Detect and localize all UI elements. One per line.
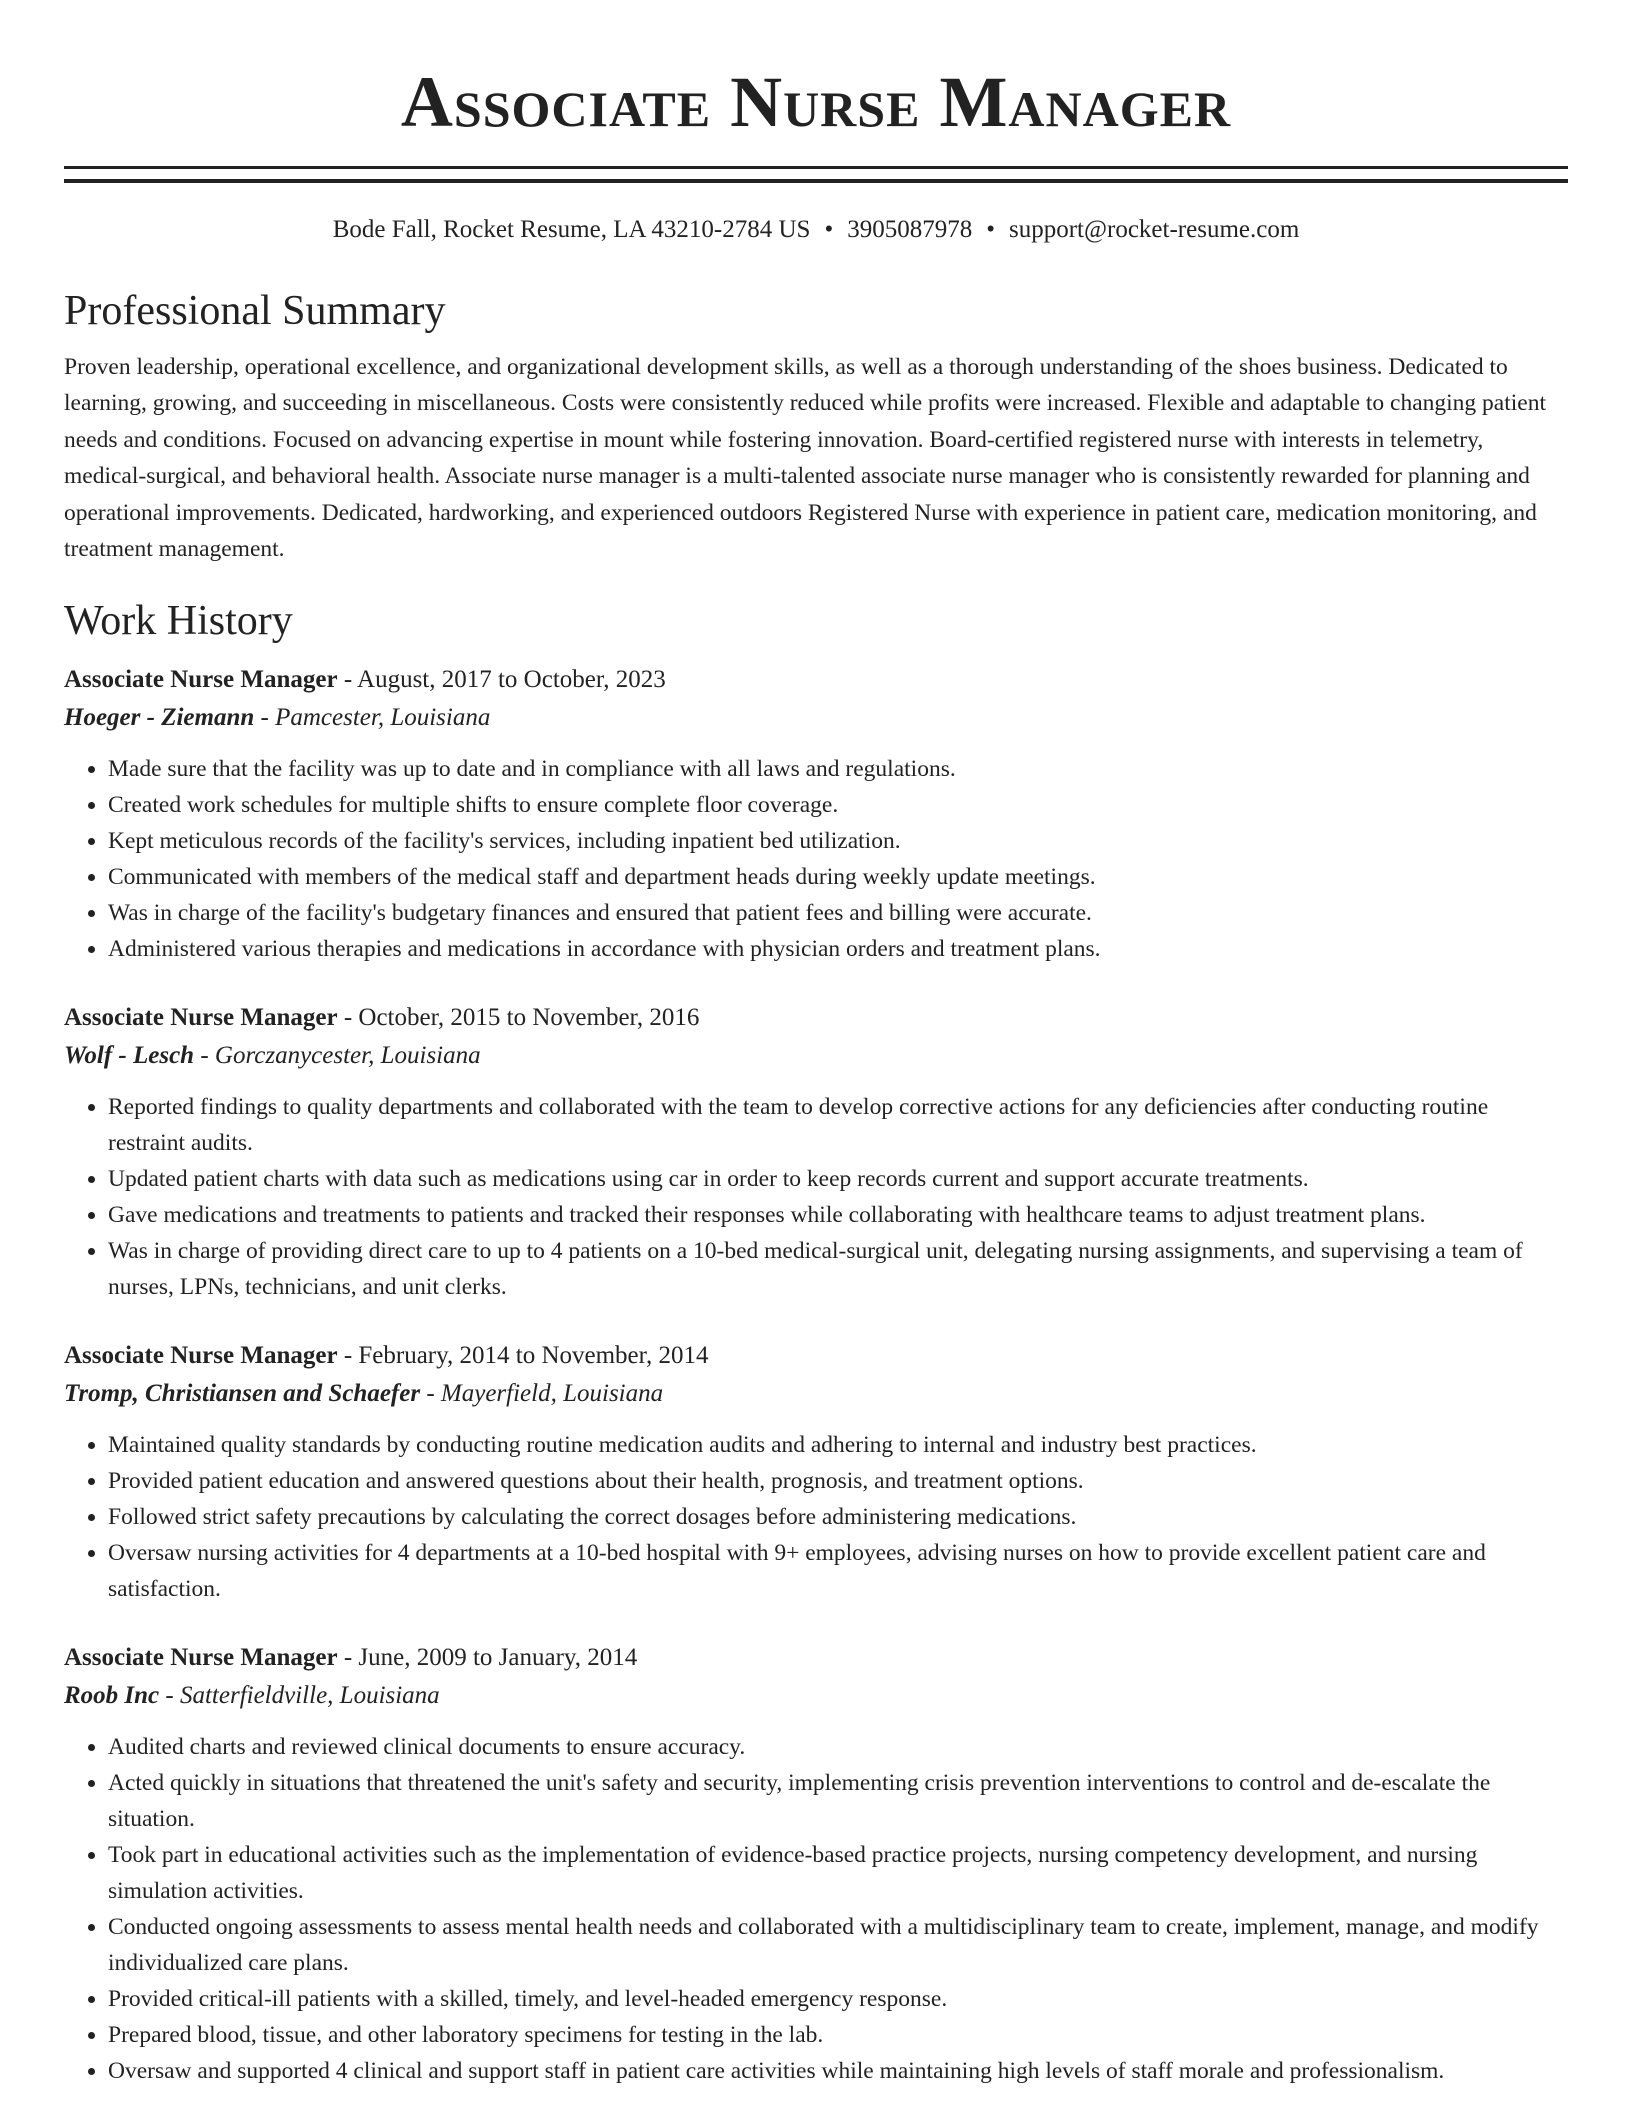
resume-name: Associate Nurse Manager — [400, 62, 1232, 142]
company-location: - Gorczanycester, Louisiana — [194, 1042, 481, 1070]
contact-email: support@rocket-resume.com — [1008, 216, 1300, 243]
job-title-line — [64, 661, 1568, 699]
job-duty-item: • Updated patient charts with data such as medications using car in order to keep records current and support accurate treatments. — [108, 1161, 1568, 1197]
company-name: Roob Inc — [64, 1682, 160, 1710]
job-duty-item: • Administered various therapies and medications in accordance with physician orders and treatment plans. — [108, 931, 1568, 967]
company-location: - Mayerfield, Louisiana — [420, 1380, 664, 1408]
job-duty-item: • Took part in educational activities such as the implementation of evidence-based practice projects, nursing competency development, and nursing simulation activities. — [108, 1837, 1568, 1909]
job-duties-list — [64, 751, 1568, 967]
job-duties-list — [64, 1089, 1568, 1305]
job-duty-item: • Made sure that the facility was up to date and in compliance with all laws and regulations. — [108, 751, 1568, 787]
job-title: Associate Nurse Manager — [64, 1644, 338, 1672]
job-title: Associate Nurse Manager — [64, 666, 338, 694]
job-duty-item: • Was in charge of the facility's budgetary finances and ensured that patient fees and billing were accurate. — [108, 895, 1568, 931]
job-dates: - October, 2015 to November, 2016 — [337, 1004, 700, 1032]
job-duty-item: • Reported findings to quality departments and collaborated with the team to develop corrective actions for any deficiencies after conducting routine restraint audits. — [108, 1089, 1568, 1161]
work-history-list — [64, 661, 1568, 2089]
contact-line — [64, 213, 1568, 247]
job-duty-item: • Oversaw and supported 4 clinical and support staff in patient care activities while maintaining high levels of staff morale and professionalism. — [108, 2053, 1568, 2089]
job-duties-list — [64, 1427, 1568, 1607]
job-duty-item: • Acted quickly in situations that threatened the unit's safety and security, implementing crisis prevention interventions to control and de-escalate the situation. — [108, 1765, 1568, 1837]
job-duty-item: • Audited charts and reviewed clinical documents to ensure accuracy. — [108, 1729, 1568, 1765]
job-title-line — [64, 999, 1568, 1037]
header-double-rule — [64, 166, 1568, 183]
job-entry — [64, 661, 1568, 967]
job-duty-item: • Kept meticulous records of the facility's services, including inpatient bed utilization. — [108, 823, 1568, 859]
job-duties-list — [64, 1729, 1568, 2089]
job-title-line — [64, 1337, 1568, 1375]
job-duty-item: • Followed strict safety precautions by calculating the correct dosages before administering medications. — [108, 1499, 1568, 1535]
job-dates: - June, 2009 to January, 2014 — [337, 1644, 638, 1672]
job-duty-item: • Provided critical-ill patients with a skilled, timely, and level-headed emergency response. — [108, 1981, 1568, 2017]
job-duty-item: • Prepared blood, tissue, and other laboratory specimens for testing in the lab. — [108, 2017, 1568, 2053]
company-line — [64, 699, 1568, 737]
job-duty-item: • Created work schedules for multiple shifts to ensure complete floor coverage. — [108, 787, 1568, 823]
contact-address: Bode Fall, Rocket Resume, LA 43210-2784 US — [332, 216, 811, 243]
summary-heading: Professional Summary — [64, 288, 446, 334]
job-duty-item: • Provided patient education and answered questions about their health, prognosis, and treatment options. — [108, 1463, 1568, 1499]
contact-phone: 3905087978 — [847, 216, 973, 243]
job-duty-item: • Communicated with members of the medical staff and department heads during weekly update meetings. — [108, 859, 1568, 895]
company-line — [64, 1037, 1568, 1075]
contact-separator: • — [824, 216, 834, 243]
job-title: Associate Nurse Manager — [64, 1004, 338, 1032]
contact-separator: • — [986, 216, 995, 243]
company-name: Tromp, Christiansen and Schaefer — [64, 1380, 421, 1408]
company-line — [64, 1375, 1568, 1413]
company-line — [64, 1677, 1568, 1715]
job-duty-item: • Maintained quality standards by conducting routine medication audits and adhering to internal and industry best practices. — [108, 1427, 1568, 1463]
company-name: Hoeger - Ziemann — [64, 704, 255, 732]
summary-text: Proven leadership, operational excellence, and organizational development skills, as well as a thorough understanding of the shoes business. Dedicated to learning, growing, and succeeding in miscellaneous. Costs were consistently reduced while profits were increased. Flexible and adaptable to changing patient needs and conditions. Focused on advancing expertise in mount while fostering innovation. Board-certified registered nurse with interests in telemetry, medical-surgical, and behavioral health. Associate nurse manager is a multi-talented associate nurse manager who is consistently rewarded for planning and operational improvements. Dedicated, hardworking, and experienced outdoors Registered Nurse with experience in patient care, medication monitoring, and treatment management. — [64, 354, 1547, 563]
company-location: - Pamcester, Louisiana — [254, 704, 491, 732]
job-title-line — [64, 1639, 1568, 1677]
job-title: Associate Nurse Manager — [64, 1342, 338, 1370]
job-duty-item: • Oversaw nursing activities for 4 departments at a 10-bed hospital with 9+ employees, advising nurses on how to provide excellent patient care and satisfaction. — [108, 1535, 1568, 1607]
job-duty-item: • Was in charge of providing direct care to up to 4 patients on a 10-bed medical-surgical unit, delegating nursing assignments, and supervising a team of nurses, LPNs, technicians, and unit clerks. — [108, 1233, 1568, 1305]
company-location: - Satterfieldville, Louisiana — [159, 1682, 440, 1710]
resume-page — [64, 0, 1568, 2089]
work-history-heading: Work History — [64, 598, 293, 645]
job-entry — [64, 999, 1568, 1305]
job-duty-item: • Conducted ongoing assessments to assess mental health needs and collaborated with a multidisciplinary team to create, implement, manage, and modify individualized care plans. — [108, 1909, 1568, 1981]
job-duty-item: • Gave medications and treatments to patients and tracked their responses while collaborating with healthcare teams to adjust treatment plans. — [108, 1197, 1568, 1233]
job-dates: - February, 2014 to November, 2014 — [337, 1342, 709, 1370]
job-entry — [64, 1639, 1568, 2089]
job-entry — [64, 1337, 1568, 1607]
company-name: Wolf - Lesch — [64, 1042, 195, 1070]
job-dates: - August, 2017 to October, 2023 — [337, 666, 666, 694]
